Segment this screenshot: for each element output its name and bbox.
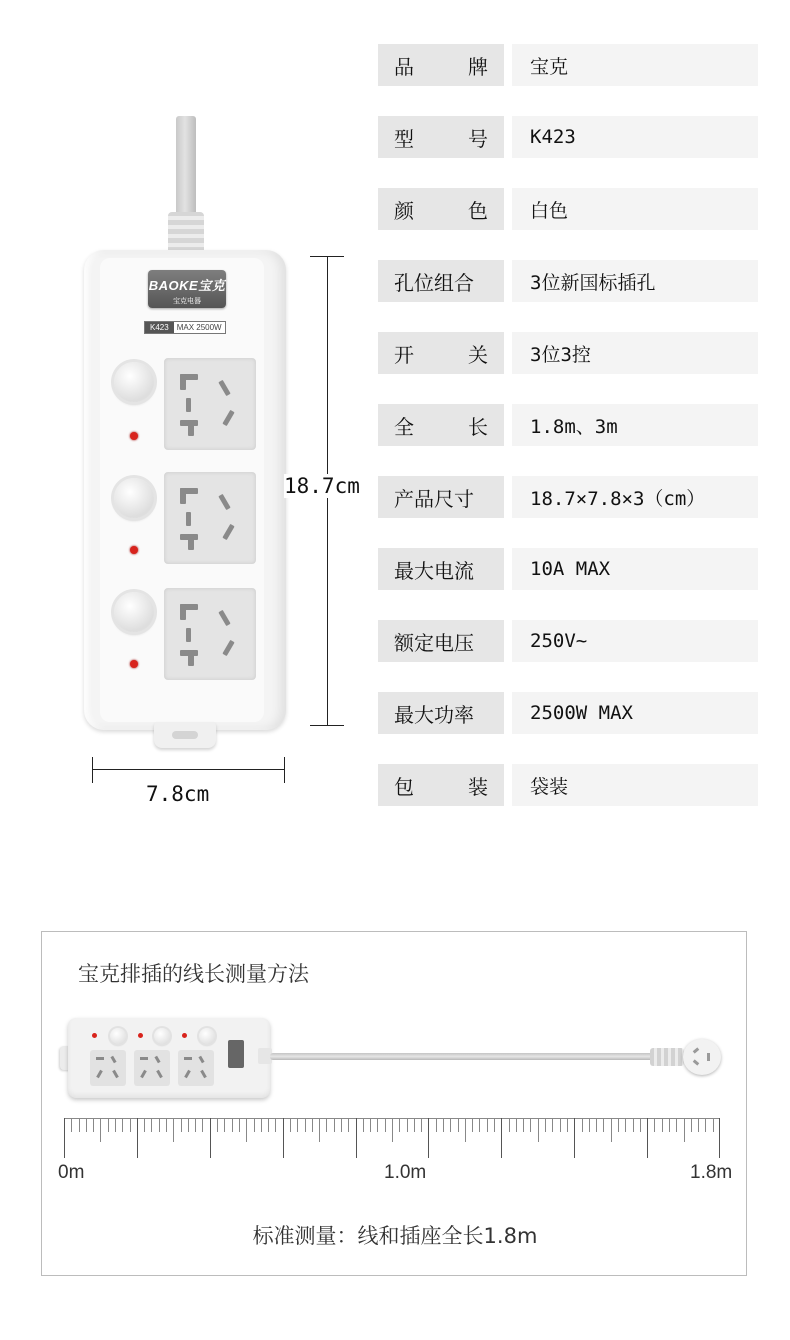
spec-label-text: 产品尺寸: [394, 486, 474, 511]
spec-row-brand: [378, 44, 758, 86]
plug-pin: [693, 1059, 700, 1065]
socket-hole: [222, 524, 234, 540]
ruler-tick: [458, 1118, 459, 1132]
ruler-tick: [545, 1118, 546, 1132]
spec-label: [378, 404, 504, 446]
ruler-tick: [93, 1118, 94, 1132]
ruler-tick: [421, 1118, 422, 1132]
ruler-tick: [239, 1118, 240, 1132]
spec-row-package: [378, 764, 758, 806]
ruler-tick: [414, 1118, 415, 1132]
ruler-tick: [479, 1118, 480, 1132]
spec-label-text: 孔位组合: [394, 270, 474, 295]
spec-label-char: 关: [468, 342, 488, 367]
spec-row-length: [378, 404, 758, 446]
spec-row-power: [378, 692, 758, 734]
ruler-tick: [509, 1118, 510, 1132]
switch-button-2: [114, 478, 154, 518]
ruler-tick: [261, 1118, 262, 1132]
socket-hole: [218, 380, 230, 396]
ruler-tick: [159, 1118, 160, 1132]
width-dimension-line: [92, 769, 284, 770]
ruler-tick: [676, 1118, 677, 1132]
spec-label: [378, 332, 504, 374]
spec-value: 1.8m、3m: [512, 404, 758, 446]
length-ruler: [64, 1118, 720, 1162]
spec-label: [378, 260, 504, 302]
socket-hole: [140, 1070, 147, 1078]
ruler-tick: [443, 1118, 444, 1132]
socket-hole: [218, 494, 230, 510]
spec-value: 3位3控: [512, 332, 758, 374]
socket-2: [164, 472, 256, 564]
ruler-tick: [596, 1118, 597, 1132]
ruler-tick: [151, 1118, 152, 1132]
height-dimension-cap-top: [310, 256, 344, 257]
ruler-tick: [319, 1118, 320, 1142]
spec-row-switch: [378, 332, 758, 374]
ruler-tick: [312, 1118, 313, 1132]
mini-socket: [178, 1050, 214, 1086]
height-dimension-label: 18.7cm: [284, 474, 360, 498]
switch-button-1: [114, 362, 154, 402]
ruler-tick: [589, 1118, 590, 1132]
ruler-tick: [705, 1118, 706, 1132]
ruler-tick: [698, 1118, 699, 1132]
spec-value: 18.7×7.8×3（cm）: [512, 476, 758, 518]
ruler-label-middle: 1.0m: [384, 1162, 427, 1183]
socket-hole: [186, 628, 191, 642]
ruler-tick: [530, 1118, 531, 1132]
width-dimension-label: 7.8cm: [146, 782, 210, 806]
mini-socket: [90, 1050, 126, 1086]
switch-button-3: [114, 592, 154, 632]
ruler-tick: [115, 1118, 116, 1132]
ruler-tick: [188, 1118, 189, 1132]
plug-pin: [707, 1053, 710, 1061]
spec-label-char: 色: [468, 198, 488, 223]
indicator-led-2: [130, 546, 138, 554]
socket-hole: [96, 1057, 104, 1060]
ruler-tick: [202, 1118, 203, 1132]
socket-hole: [198, 1056, 204, 1064]
indicator-led-3: [130, 660, 138, 668]
ruler-tick: [275, 1118, 276, 1132]
mini-indicator-led: [182, 1033, 187, 1038]
ruler-tick: [195, 1118, 196, 1132]
ruler-tick: [516, 1118, 517, 1132]
ruler-tick: [618, 1118, 619, 1132]
ruler-tick: [290, 1118, 291, 1132]
measurement-title: 宝克排插的线长测量方法: [78, 962, 309, 986]
ruler-tick: [224, 1118, 225, 1132]
spec-label-char: 全: [394, 414, 414, 439]
ruler-tick: [356, 1118, 357, 1158]
ruler-tick: [487, 1118, 488, 1132]
ruler-tick: [494, 1118, 495, 1132]
ruler-tick: [137, 1118, 138, 1158]
socket-hole: [222, 410, 234, 426]
ruler-tick: [341, 1118, 342, 1132]
mini-plug-boot: [650, 1048, 684, 1066]
spec-row-outlets: [378, 260, 758, 302]
ruler-tick: [523, 1118, 524, 1132]
ruler-tick: [334, 1118, 335, 1132]
ruler-tick: [64, 1118, 65, 1158]
logo-brand-text: BAOKE宝克: [148, 278, 226, 293]
width-dimension-cap-left: [92, 757, 93, 783]
mini-socket: [134, 1050, 170, 1086]
mini-brand-logo: [228, 1040, 244, 1068]
socket-hole: [140, 1057, 148, 1060]
spec-value: 10A MAX: [512, 548, 758, 590]
spec-label-char: 长: [468, 414, 488, 439]
measurement-note: 标准测量：线和插座全长1.8m: [252, 1224, 538, 1248]
socket-hole: [110, 1056, 116, 1064]
ruler-tick: [210, 1118, 211, 1158]
ruler-tick: [254, 1118, 255, 1132]
logo-sub-text: 宝克电器: [173, 297, 201, 305]
ruler-tick: [297, 1118, 298, 1132]
brand-logo: [148, 270, 226, 308]
ruler-tick: [283, 1118, 284, 1158]
ruler-tick: [217, 1118, 218, 1132]
socket-hole: [180, 604, 186, 620]
ruler-tick: [246, 1118, 247, 1142]
spec-label-text: 最大电流: [394, 558, 474, 583]
mini-power-cord: [270, 1053, 656, 1060]
ruler-tick: [166, 1118, 167, 1132]
power-cord: [176, 116, 196, 226]
ruler-tick: [654, 1118, 655, 1132]
cord-strain-relief: [168, 212, 204, 252]
spec-label-char: 包: [394, 774, 414, 799]
ruler-tick: [669, 1118, 670, 1132]
ruler-tick: [71, 1118, 72, 1132]
ruler-tick: [79, 1118, 80, 1132]
ruler-tick: [144, 1118, 145, 1132]
ruler-label-end: 1.8m: [690, 1162, 733, 1183]
spec-label-char: 装: [468, 774, 488, 799]
spec-label: [378, 476, 504, 518]
mini-switch-button: [110, 1028, 126, 1044]
ruler-tick: [348, 1118, 349, 1132]
ruler-tick: [232, 1118, 233, 1132]
ruler-tick: [385, 1118, 386, 1132]
mini-switch-button: [199, 1028, 215, 1044]
spec-label: [378, 44, 504, 86]
mini-indicator-led: [138, 1033, 143, 1038]
spec-row-voltage: [378, 620, 758, 662]
ruler-tick: [472, 1118, 473, 1132]
plug-pin: [693, 1047, 700, 1053]
ruler-tick: [603, 1118, 604, 1132]
ruler-tick: [582, 1118, 583, 1132]
spec-value: 宝克: [512, 44, 758, 86]
ruler-tick: [450, 1118, 451, 1132]
spec-label-char: 型: [394, 126, 414, 151]
socket-hole: [222, 640, 234, 656]
spec-value: 2500W MAX: [512, 692, 758, 734]
ruler-label-start: 0m: [58, 1162, 85, 1183]
ruler-tick: [363, 1118, 364, 1132]
mini-switch-button: [154, 1028, 170, 1044]
ruler-tick: [552, 1118, 553, 1132]
spec-label-text: 最大功率: [394, 702, 474, 727]
ruler-tick: [370, 1118, 371, 1132]
socket-hole: [184, 1070, 191, 1078]
ruler-tick: [611, 1118, 612, 1142]
spec-label-char: 号: [468, 126, 488, 151]
model-tag: [144, 321, 226, 334]
ruler-tick: [428, 1118, 429, 1158]
socket-hole: [186, 512, 191, 526]
spec-label-char: 开: [394, 342, 414, 367]
ruler-tick: [268, 1118, 269, 1132]
spec-value: 250V~: [512, 620, 758, 662]
hanging-tab: [154, 722, 216, 748]
spec-row-size: [378, 476, 758, 518]
spec-row-model: [378, 116, 758, 158]
socket-hole: [180, 488, 186, 504]
socket-hole: [188, 534, 194, 550]
spec-value: 3位新国标插孔: [512, 260, 758, 302]
socket-hole: [156, 1070, 163, 1078]
spec-row-current: [378, 548, 758, 590]
socket-hole: [112, 1070, 119, 1078]
spec-label-char: 品: [394, 54, 414, 79]
ruler-tick: [560, 1118, 561, 1132]
spec-row-color: [378, 188, 758, 230]
spec-label: [378, 548, 504, 590]
socket-hole: [180, 374, 186, 390]
ruler-tick: [436, 1118, 437, 1132]
socket-hole: [96, 1070, 103, 1078]
ruler-tick: [662, 1118, 663, 1132]
socket-hole: [186, 398, 191, 412]
ruler-tick: [647, 1118, 648, 1158]
model-tag-rating: MAX 2500W: [174, 322, 225, 333]
ruler-tick: [399, 1118, 400, 1132]
spec-label: [378, 764, 504, 806]
ruler-tick: [181, 1118, 182, 1132]
ruler-tick: [173, 1118, 174, 1142]
ruler-tick: [377, 1118, 378, 1132]
spec-label: [378, 620, 504, 662]
model-tag-number: K423: [145, 322, 174, 333]
spec-value: K423: [512, 116, 758, 158]
indicator-led-1: [130, 432, 138, 440]
socket-hole: [184, 1057, 192, 1060]
ruler-tick: [633, 1118, 634, 1132]
ruler-tick: [130, 1118, 131, 1132]
socket-hole: [154, 1056, 160, 1064]
ruler-tick: [392, 1118, 393, 1142]
ruler-tick: [326, 1118, 327, 1132]
ruler-tick: [501, 1118, 502, 1158]
socket-3: [164, 588, 256, 680]
ruler-tick: [640, 1118, 641, 1132]
socket-hole: [188, 420, 194, 436]
mini-indicator-led: [92, 1033, 97, 1038]
spec-label-char: 颜: [394, 198, 414, 223]
socket-hole: [218, 610, 230, 626]
ruler-tick: [86, 1118, 87, 1132]
socket-1: [164, 358, 256, 450]
ruler-tick: [684, 1118, 685, 1142]
socket-hole: [200, 1070, 207, 1078]
socket-hole: [188, 650, 194, 666]
ruler-tick: [719, 1118, 720, 1158]
width-dimension-cap-right: [284, 757, 285, 783]
ruler-tick: [100, 1118, 101, 1142]
ruler-tick: [108, 1118, 109, 1132]
spec-label-char: 牌: [468, 54, 488, 79]
ruler-tick: [713, 1118, 714, 1132]
ruler-tick: [407, 1118, 408, 1132]
ruler-tick: [122, 1118, 123, 1132]
height-dimension-cap-bottom: [310, 725, 344, 726]
ruler-tick: [625, 1118, 626, 1132]
ruler-tick: [538, 1118, 539, 1142]
spec-label: [378, 116, 504, 158]
spec-label-text: 额定电压: [394, 630, 474, 655]
spec-value: 白色: [512, 188, 758, 230]
ruler-tick: [305, 1118, 306, 1132]
ruler-tick: [574, 1118, 575, 1158]
spec-label: [378, 692, 504, 734]
ruler-tick: [691, 1118, 692, 1132]
mini-plug: [683, 1039, 721, 1075]
spec-value: 袋装: [512, 764, 758, 806]
spec-label: [378, 188, 504, 230]
ruler-tick: [567, 1118, 568, 1132]
ruler-tick: [465, 1118, 466, 1142]
